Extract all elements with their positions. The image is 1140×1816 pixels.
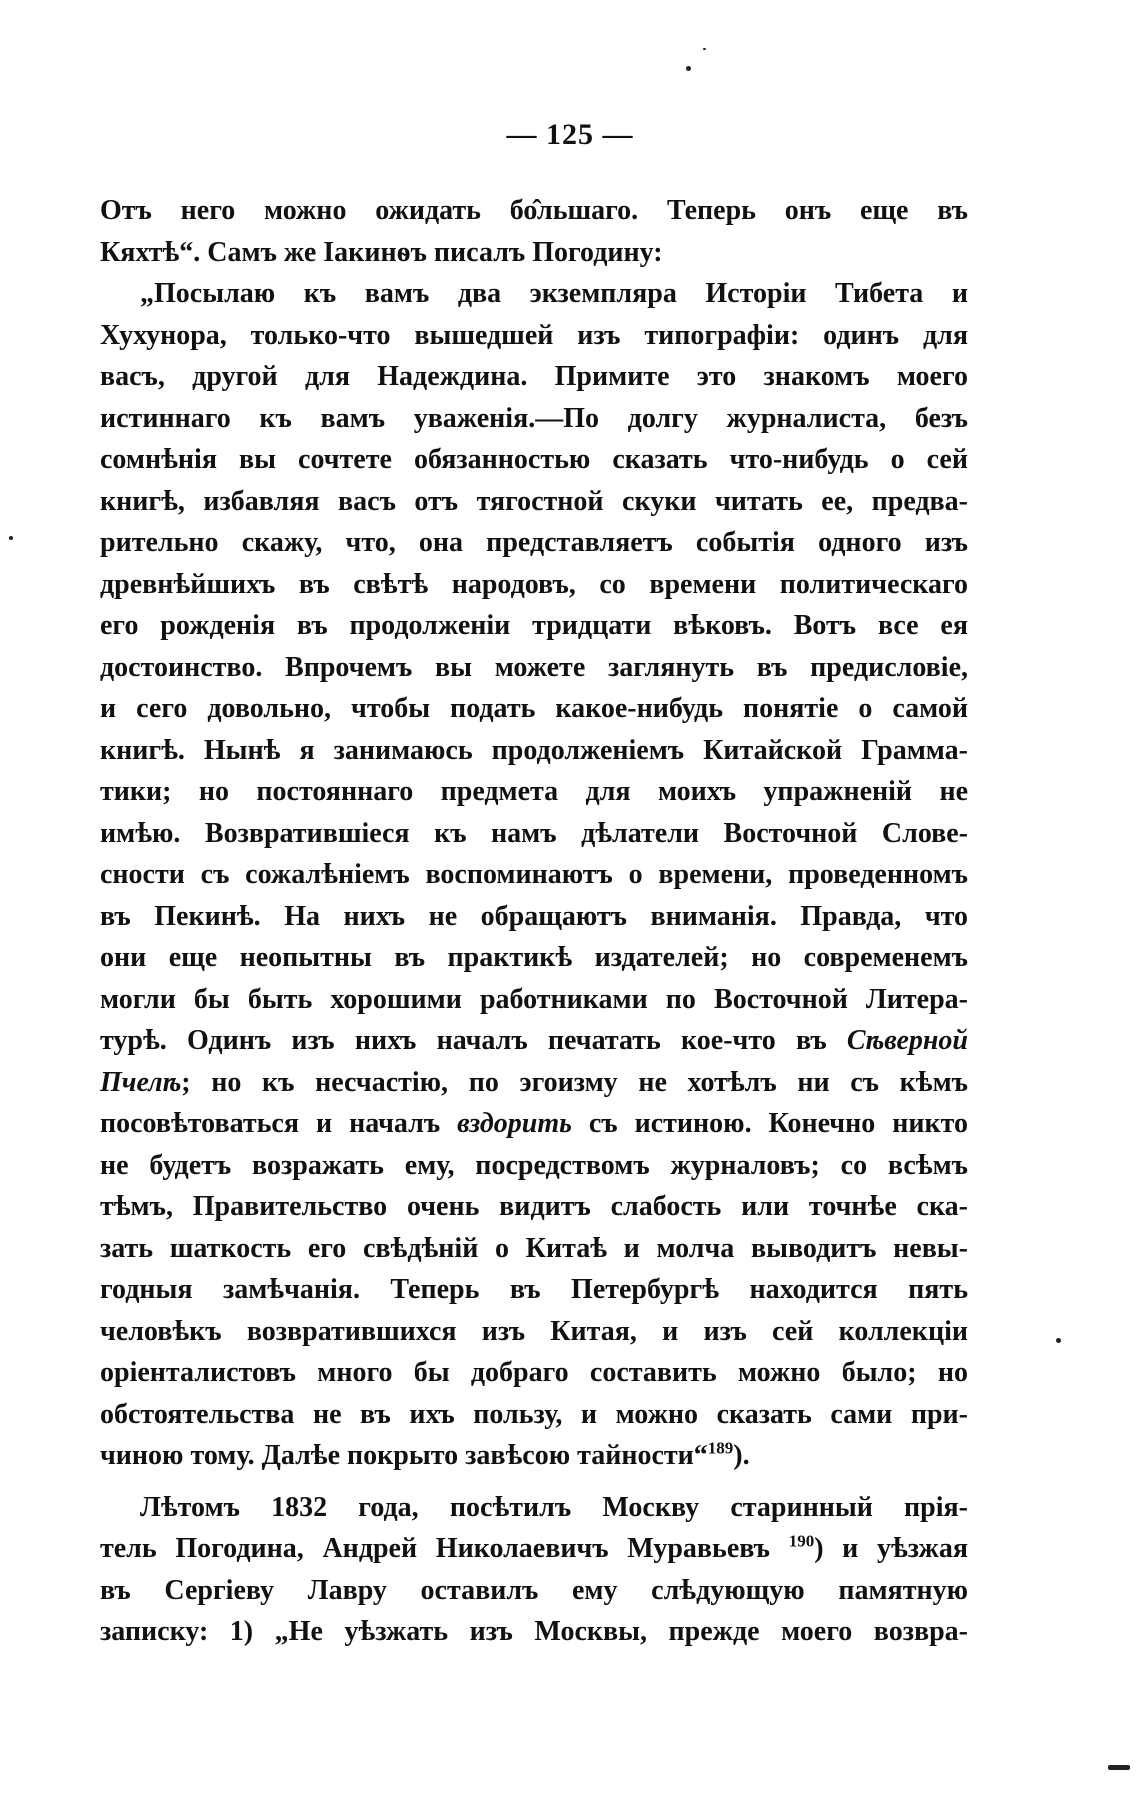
text-line: истиннаго къ вамъ уваженія.—По долгу журналиста, безъ — [100, 402, 968, 434]
text-line: могли бы быть хорошими работниками по Восточной Литера- — [100, 983, 968, 1015]
text-line: достоинство. Впрочемъ вы можете заглянуть въ предисловіе, — [100, 651, 968, 683]
text-line: васъ, другой для Надеждина. Примите это знакомъ моего — [100, 361, 968, 392]
text-line: книгѣ, избавляя васъ отъ тягостной скуки читать ее, предва- — [100, 485, 968, 517]
text-line: тѣмъ, Правительство очень видитъ слабость или точнѣе ска- — [100, 1191, 968, 1222]
scan-speck — [9, 536, 13, 540]
text-segment: посовѣтоваться и началъ — [100, 1108, 458, 1139]
text-line: его рожденія въ продолженіи тридцати вѣковъ. Вотъ все ея — [100, 610, 968, 641]
scan-speck — [1056, 1338, 1061, 1343]
scan-speck — [686, 66, 691, 71]
text-segment: ) и уѣзжая — [814, 1533, 968, 1564]
paragraph-gap — [100, 1477, 968, 1487]
text-line: Отъ него можно ожидать бо̂льшаго. Теперь онъ еще въ — [100, 195, 968, 226]
italic-title: Пчелѣ — [100, 1066, 182, 1098]
text-line: они еще неопытны въ практикѣ издателей; но современемъ — [100, 942, 968, 973]
scan-speck — [1108, 1765, 1130, 1770]
text-segment: ; но къ несчастію, по эгоизму не хотѣлъ ни съ кѣмъ — [181, 1066, 968, 1098]
text-line: книгѣ. Нынѣ я занимаюсь продолженіемъ Китайской Грамма- — [100, 734, 968, 766]
text-segment: чиною тому. Далѣе покрыто завѣсою тайности“ — [100, 1440, 708, 1471]
text-line — [100, 1528, 968, 1570]
text-line: сомнѣнія вы сочтете обязанностью сказать что-нибудь о сей — [100, 444, 968, 475]
text-line: не будетъ возражать ему, посредствомъ журналовъ; со всѣмъ — [100, 1149, 968, 1181]
text-line: рительно скажу, что, она представляетъ событія одного изъ — [100, 527, 968, 558]
italic-word: вздорить — [457, 1108, 572, 1139]
text-line: человѣкъ возвратившихся изъ Китая, и изъ сей коллекціи — [100, 1315, 968, 1347]
text-line: и сего довольно, чтобы подать какое-нибудь понятіе о самой — [100, 693, 968, 724]
footnote-ref: 190 — [788, 1531, 815, 1551]
text-line: зать шаткость его свѣдѣній о Китаѣ и молча выводитъ невы- — [100, 1232, 968, 1264]
text-line — [100, 1020, 968, 1062]
text-line — [100, 1435, 968, 1477]
text-segment: съ истиною. Конечно никто — [571, 1108, 968, 1139]
text-line: обстоятельства не въ ихъ пользу, и можно сказать сами при- — [100, 1398, 968, 1430]
text-line: имѣю. Возвратившіеся къ намъ дѣлатели Восточной Слове- — [100, 817, 968, 849]
text-line: Лѣтомъ 1832 года, посѣтилъ Москву старинный прія- — [140, 1491, 968, 1523]
body-text — [100, 190, 968, 1653]
italic-title: Сѣверной — [846, 1025, 968, 1056]
text-line: оріенталистовъ много бы добраго составить можно было; но — [100, 1357, 968, 1388]
text-line: записку: 1) „Не уѣзжать изъ Москвы, прежде моего возвра- — [100, 1616, 968, 1647]
text-line: въ Сергіеву Лавру оставилъ ему слѣдующую памятную — [100, 1574, 968, 1606]
text-line: тики; но постояннаго предмета для моихъ упражненій не — [100, 776, 968, 807]
text-segment: ). — [733, 1440, 750, 1471]
text-line: годныя замѣчанія. Теперь въ Петербургѣ находится пять — [100, 1274, 968, 1305]
page-number: — 125 — — [506, 118, 634, 151]
text-line: сности съ сожалѣніемъ воспоминаютъ о времени, проведенномъ — [100, 859, 968, 890]
text-line: „Посылаю къ вамъ два экземпляра Исторіи Тибета и — [140, 278, 968, 309]
text-line — [100, 1062, 968, 1104]
footnote-ref: 189 — [707, 1438, 734, 1458]
text-segment: тель Погодина, Андрей Николаевичъ Муравьевъ — [100, 1533, 789, 1564]
text-line — [100, 1103, 968, 1145]
text-line: Хухунора, только-что вышедшей изъ типографіи: одинъ для — [100, 319, 968, 351]
text-line: древнѣйшихъ въ свѣтѣ народовъ, со времени политическаго — [100, 568, 968, 600]
text-line: Кяхтѣ“. Самъ же Іакинѳъ писалъ Погодину: — [100, 236, 663, 268]
scan-speck — [703, 48, 706, 50]
text-line: въ Пекинѣ. На нихъ не обращаютъ вниманія. Правда, что — [100, 900, 968, 932]
text-segment: турѣ. Одинъ изъ нихъ началъ печатать кое-что въ — [100, 1025, 847, 1056]
